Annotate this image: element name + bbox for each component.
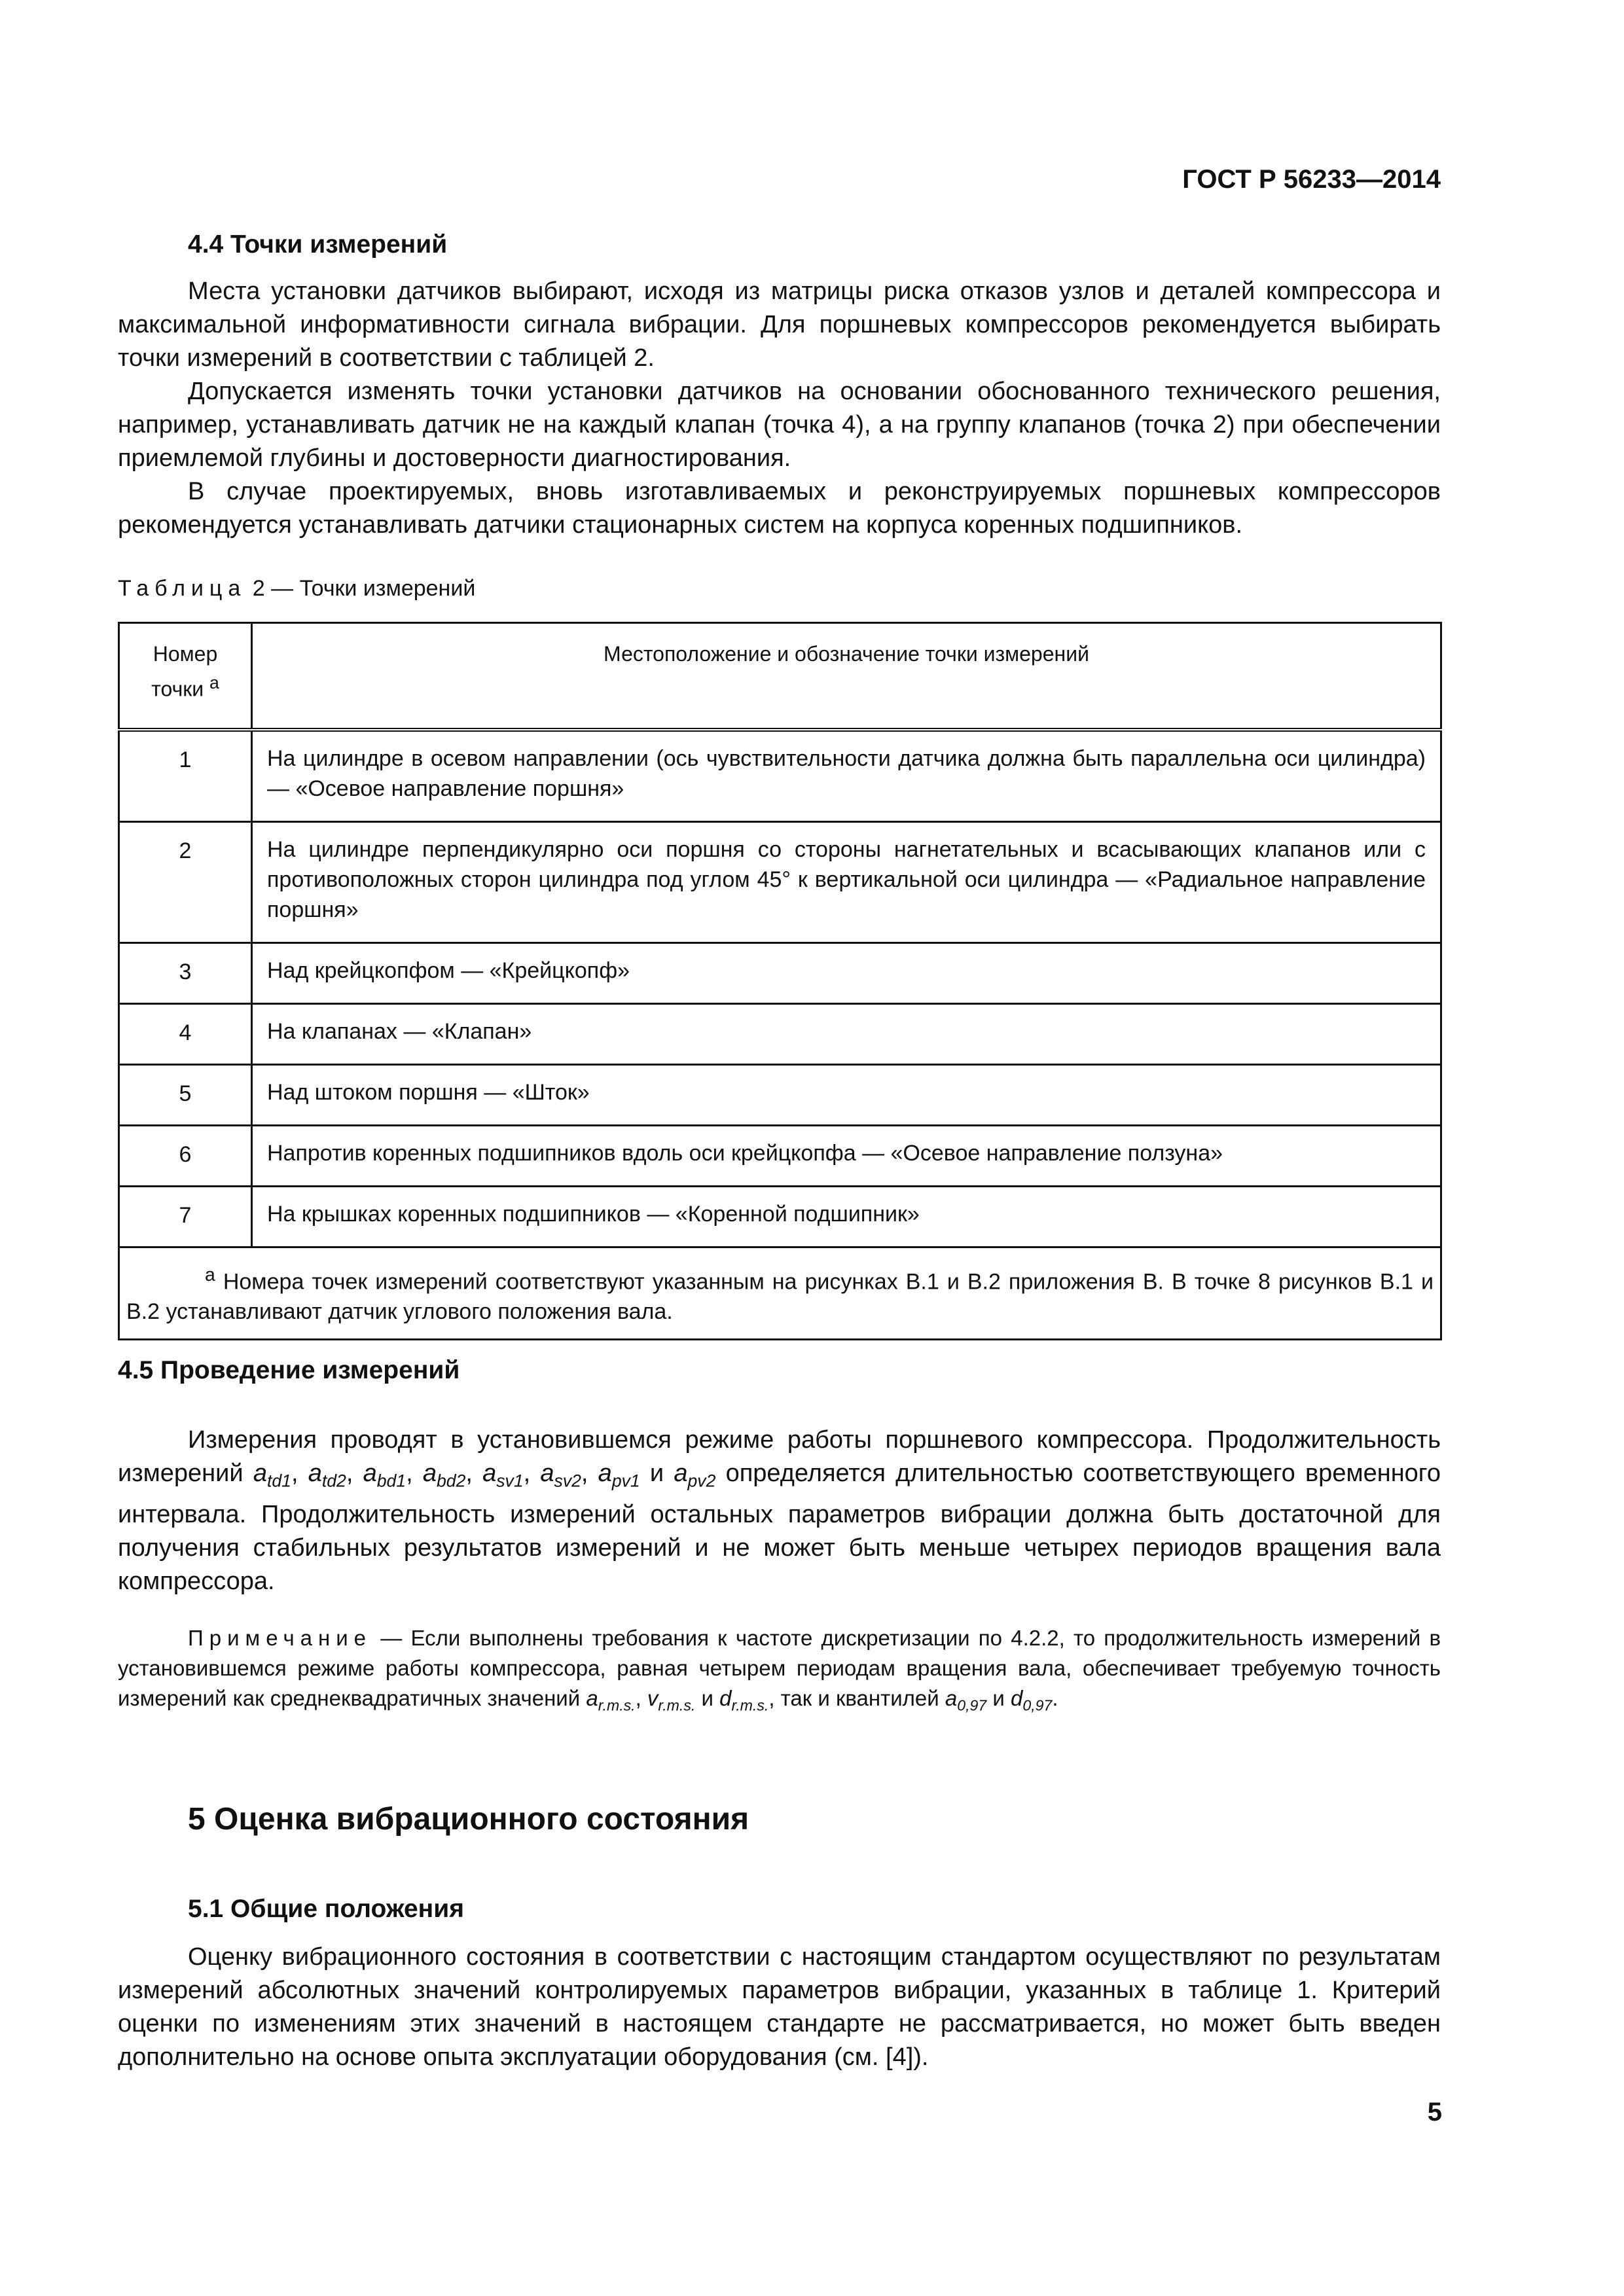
section-5-1-body xyxy=(118,1941,1441,2074)
point-number: 7 xyxy=(119,1187,252,1247)
measurement-points-table xyxy=(118,622,1442,1340)
paragraph: Оценку вибрационного состояния в соответствии с настоящим стандартом осуществляют по результатам измерений абсолютных значений контролируемых параметров вибрации, указанных в таблице 1. Критерий оценки по изменениям этих значений в настоящем стандарте не рассматривается, но может быть введен дополнительно на основе опыта эксплуатации оборудования (см. [4]). xyxy=(118,1943,1441,2071)
variable: $a_{sv1}$ xyxy=(482,1460,524,1491)
variable: $a_{td1}$ xyxy=(253,1460,291,1491)
paragraph: Места установки датчиков выбирают, исходя из матрицы риска отказов узлов и деталей компрессора и максимальной информативности сигнала вибрации. Для поршневых компрессоров рекомендуется выбирать точки измерений в соответствии с таблицей 2. xyxy=(118,278,1441,372)
point-number: 2 xyxy=(119,822,252,943)
paragraph: Допускается изменять точки установки датчиков на основании обоснованного технического решения, например, устанавливать датчик не на каждый клапан (точка 4), а на группу клапанов (точка 2) при обеспечении приемлемой глубины и достоверности диагностирования. xyxy=(118,378,1441,472)
variable: $a_{pv1}$ xyxy=(598,1460,640,1491)
point-description: На крышках коренных подшипников — «Коренной подшипник» xyxy=(252,1187,1441,1247)
section-4-4-title: 4.4 Точки измерений xyxy=(188,230,448,259)
column-header-number-line2: точки xyxy=(151,677,204,701)
variable: $a_{pv2}$ xyxy=(674,1460,716,1491)
table-header-row xyxy=(119,623,1441,730)
variable: $d_{r.m.s.}$ xyxy=(719,1686,769,1714)
section-4-4-body xyxy=(118,275,1441,542)
section-5-title: 5 Оценка вибрационного состояния xyxy=(188,1802,749,1837)
note-label: Примечание xyxy=(188,1626,372,1650)
table-caption-text: 2 — Точки измерений xyxy=(252,576,476,601)
column-header-location: Местоположение и обозначение точки измерений xyxy=(252,623,1441,730)
column-header-number-line1: Номер xyxy=(153,642,218,666)
point-number: 5 xyxy=(119,1065,252,1126)
variable: $a_{bd2}$ xyxy=(422,1460,466,1491)
variable: $a_{sv2}$ xyxy=(540,1460,581,1491)
point-number: 3 xyxy=(119,943,252,1004)
point-description: На клапанах — «Клапан» xyxy=(252,1004,1441,1065)
column-header-number xyxy=(119,623,252,730)
table-row xyxy=(119,943,1441,1004)
table-row xyxy=(119,1004,1441,1065)
footnote-text: Номера точек измерений соответствуют указанным на рисунках В.1 и В.2 приложения В. В точке 8 рисунков В.1 и В.2 устанавливают датчик углового положения вала. xyxy=(126,1269,1434,1325)
note-text: — Если выполнены требования к частоте дискретизации по 4.2.2, то продолжительность измерений в установившемся режиме работы компрессора, равная четырем периодам вращения вала, обеспечивает требуемую точность измерений как среднеквадратичных значений xyxy=(118,1626,1441,1710)
point-number: 6 xyxy=(119,1126,252,1187)
section-4-5-title: 4.5 Проведение измерений xyxy=(118,1356,460,1384)
variable: $a_{r.m.s.}$ xyxy=(586,1686,636,1714)
note-paragraph: Примечание — Если выполнены требования к частоте дискретизации по 4.2.2, то продолжительность измерений в установившемся режиме работы компрессора, равная четырем периодам вращения вала, обеспечивает требуемую точность измерений как среднеквадратичных значений $a_{r.m.s.}$, $v_{r.m.s.}$ и $d_{r.m.s.}$, так и квантилей $a_{0,97}$ и $d_{0,97}$. xyxy=(118,1626,1441,1714)
note-text: , так и квантилей xyxy=(768,1686,939,1710)
table-row xyxy=(119,1187,1441,1247)
point-number: 4 xyxy=(119,1004,252,1065)
point-description: Напротив коренных подшипников вдоль оси крейцкопфа — «Осевое направление ползуна» xyxy=(252,1126,1441,1187)
table-caption xyxy=(118,576,475,601)
footnote-mark: а xyxy=(209,673,219,692)
conjunction: и xyxy=(649,1460,664,1487)
table-row xyxy=(119,1126,1441,1187)
variable: $d_{0,97}$ xyxy=(1011,1686,1053,1714)
conjunction: и xyxy=(992,1686,1005,1710)
paragraph: Измерения проводят в установившемся режиме работы поршневого компрессора. Продолжительность измерений $a_{td1}$, $a_{td2}$, $a_{bd1}$, $a_{bd2}$, $a_{sv1}$, $a_{sv2}$, $a_{pv1}$ и $a_{pv2}$ определяется длительностью соответствующего временного интервала. Продолжительность измерений остальных параметров вибрации должна быть достаточной для получения стабильных результатов измерений и не может быть меньше четырех периодов вращения вала компрессора. xyxy=(118,1426,1441,1595)
footnote-mark: а xyxy=(205,1265,215,1285)
conjunction: и xyxy=(701,1686,713,1710)
variable: $a_{bd1}$ xyxy=(363,1460,406,1491)
paragraph-text: определяется длительностью соответствующего временного интервала. Продолжительность измерений остальных параметров вибрации должна быть достаточной для получения стабильных результатов измерений и не может быть меньше четырех периодов вращения вала компрессора. xyxy=(118,1460,1441,1595)
table-row xyxy=(119,1065,1441,1126)
point-description: На цилиндре перпендикулярно оси поршня со стороны нагнетательных и всасывающих клапанов или с противоположных сторон цилиндра под углом 45° к вертикальной оси цилиндра — «Радиальное направление поршня» xyxy=(252,822,1441,943)
table-footnote-row xyxy=(119,1247,1441,1340)
table-footnote xyxy=(119,1247,1441,1340)
variable: $v_{r.m.s.}$ xyxy=(647,1686,696,1714)
point-number: 1 xyxy=(119,730,252,822)
table-row xyxy=(119,730,1441,822)
variable: $a_{0,97}$ xyxy=(945,1686,987,1714)
point-description: Над штоком поршня — «Шток» xyxy=(252,1065,1441,1126)
document-code: ГОСТ Р 56233—2014 xyxy=(1182,165,1441,194)
variable: $a_{td2}$ xyxy=(308,1460,346,1491)
section-4-5-body xyxy=(118,1424,1441,1598)
note-block xyxy=(118,1623,1441,1721)
paragraph-text: Измерения проводят в установившемся режиме работы поршневого компрессора. Продолжительность измерений xyxy=(118,1426,1441,1487)
section-5-1-title: 5.1 Общие положения xyxy=(188,1895,464,1923)
paragraph: В случае проектируемых, вновь изготавливаемых и реконструируемых поршневых компрессоров рекомендуется устанавливать датчики стационарных систем на корпуса коренных подшипников. xyxy=(118,478,1441,539)
point-description: Над крейцкопфом — «Крейцкопф» xyxy=(252,943,1441,1004)
table-row xyxy=(119,822,1441,943)
page-number: 5 xyxy=(1427,2098,1442,2126)
table-caption-label: Таблица xyxy=(118,576,247,601)
point-description: На цилиндре в осевом направлении (ось чувствительности датчика должна быть параллельна оси цилиндра) — «Осевое направление поршня» xyxy=(252,730,1441,822)
